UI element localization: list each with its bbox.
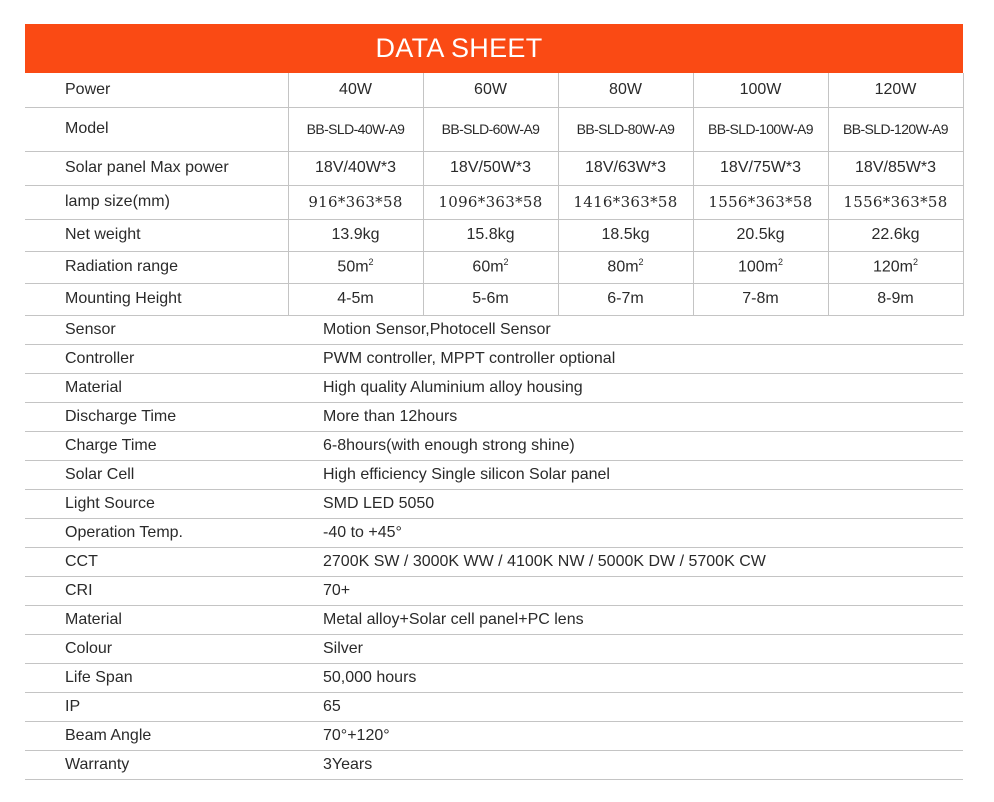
spec-cell xyxy=(423,151,558,185)
common-row-label: Controller xyxy=(25,344,287,373)
common-row-label: IP xyxy=(25,692,287,721)
common-row-value: -40 to +45° xyxy=(287,518,963,547)
spec-cell xyxy=(693,151,828,185)
spec-row-label: lamp size(mm) xyxy=(25,185,288,219)
unit-superscript: 2 xyxy=(368,257,374,268)
spec-row-label: Radiation range xyxy=(25,251,288,283)
spec-row xyxy=(25,185,963,219)
spec-cell-value: 1556*363*58 xyxy=(708,193,813,211)
common-row-value: High quality Aluminium alloy housing xyxy=(287,373,963,402)
common-row xyxy=(25,316,963,345)
common-row-value: 50,000 hours xyxy=(287,663,963,692)
spec-cell xyxy=(423,219,558,251)
spec-cell-value: 60W xyxy=(474,80,507,98)
page-title: DATA SHEET xyxy=(375,33,543,63)
common-row xyxy=(25,431,963,460)
spec-cell xyxy=(828,219,963,251)
spec-row xyxy=(25,73,963,107)
common-row xyxy=(25,605,963,634)
spec-row xyxy=(25,251,963,283)
spec-cell-value: 80m xyxy=(607,258,639,276)
spec-cell xyxy=(423,185,558,219)
common-row-value: Motion Sensor,Photocell Sensor xyxy=(287,316,963,345)
unit-superscript: 2 xyxy=(913,257,919,268)
spec-cell-value: 18V/50W*3 xyxy=(450,159,531,176)
unit-superscript: 2 xyxy=(503,257,509,268)
spec-row xyxy=(25,151,963,185)
spec-cell xyxy=(693,283,828,315)
common-spec-table xyxy=(25,316,963,780)
common-row xyxy=(25,547,963,576)
common-row xyxy=(25,750,963,779)
spec-cell xyxy=(828,251,963,283)
common-row xyxy=(25,402,963,431)
spec-cell-value: 7-8m xyxy=(742,290,779,307)
spec-cell-value: 20.5kg xyxy=(736,226,785,243)
common-row-label: Beam Angle xyxy=(25,721,287,750)
data-sheet xyxy=(25,24,963,780)
spec-cell-value: BB-SLD-80W-A9 xyxy=(576,121,675,137)
spec-row-label: Power xyxy=(25,73,288,107)
common-row xyxy=(25,460,963,489)
common-row-label: Warranty xyxy=(25,750,287,779)
spec-cell-value: BB-SLD-100W-A9 xyxy=(708,121,813,137)
common-row-value: 70°+120° xyxy=(287,721,963,750)
spec-cell-value: 5-6m xyxy=(472,290,509,307)
spec-cell xyxy=(423,283,558,315)
spec-cell xyxy=(693,185,828,219)
common-row-value: 2700K SW / 3000K WW / 4100K NW / 5000K DW / 5700K CW xyxy=(287,547,963,576)
common-row xyxy=(25,576,963,605)
common-row xyxy=(25,489,963,518)
spec-cell xyxy=(828,185,963,219)
common-row-label: CCT xyxy=(25,547,287,576)
spec-cell xyxy=(828,73,963,107)
spec-row-label: Model xyxy=(25,107,288,151)
spec-cell-value: 120m xyxy=(872,258,913,276)
spec-cell-value: 100m xyxy=(737,258,778,276)
spec-cell-value: 120W xyxy=(874,80,917,98)
spec-cell xyxy=(558,251,693,283)
common-row-label: Material xyxy=(25,373,287,402)
title-banner xyxy=(25,24,963,73)
common-row xyxy=(25,373,963,402)
spec-cell-value: 4-5m xyxy=(337,290,374,307)
common-row xyxy=(25,634,963,663)
spec-cell-value: 1556*363*58 xyxy=(843,193,948,211)
common-row-value: 65 xyxy=(287,692,963,721)
spec-cell-value: 18.5kg xyxy=(601,226,650,243)
common-row xyxy=(25,663,963,692)
spec-cell-value: BB-SLD-40W-A9 xyxy=(306,121,405,137)
common-row-value: 70+ xyxy=(287,576,963,605)
spec-cell xyxy=(288,73,423,107)
spec-cell-value: BB-SLD-120W-A9 xyxy=(843,121,948,137)
spec-cell xyxy=(693,107,828,151)
spec-cell xyxy=(423,251,558,283)
spec-cell-value: 40W xyxy=(339,80,372,98)
spec-cell-value: 50m xyxy=(337,258,369,276)
common-row-label: CRI xyxy=(25,576,287,605)
spec-cell xyxy=(288,107,423,151)
spec-cell xyxy=(828,151,963,185)
spec-cell xyxy=(423,107,558,151)
spec-cell xyxy=(558,219,693,251)
spec-cell-value: 18V/85W*3 xyxy=(855,159,936,176)
spec-cell xyxy=(288,251,423,283)
spec-row xyxy=(25,219,963,251)
spec-cell-value: 18V/75W*3 xyxy=(720,159,801,176)
spec-row-label: Mounting Height xyxy=(25,283,288,315)
spec-cell-value: 6-7m xyxy=(607,290,644,307)
spec-cell xyxy=(288,283,423,315)
common-row xyxy=(25,518,963,547)
spec-cell-value: 80W xyxy=(609,80,642,98)
spec-cell-value: 100W xyxy=(739,80,782,98)
spec-cell xyxy=(693,73,828,107)
common-row-label: Colour xyxy=(25,634,287,663)
common-row-value: SMD LED 5050 xyxy=(287,489,963,518)
spec-cell-value: 18V/63W*3 xyxy=(585,159,666,176)
spec-cell-value: 1416*363*58 xyxy=(573,193,678,211)
spec-cell-value: 1096*363*58 xyxy=(438,193,543,211)
spec-cell xyxy=(288,151,423,185)
common-row-label: Life Span xyxy=(25,663,287,692)
common-row-label: Operation Temp. xyxy=(25,518,287,547)
spec-cell-value: 15.8kg xyxy=(466,226,515,243)
spec-cell xyxy=(828,283,963,315)
common-row-label: Solar Cell xyxy=(25,460,287,489)
spec-cell xyxy=(558,107,693,151)
common-row-label: Sensor xyxy=(25,316,287,345)
spec-row-label: Solar panel Max power xyxy=(25,151,288,185)
common-row-value: Silver xyxy=(287,634,963,663)
spec-cell xyxy=(558,151,693,185)
spec-cell xyxy=(828,107,963,151)
unit-superscript: 2 xyxy=(778,257,784,268)
spec-cell xyxy=(288,185,423,219)
common-row-value: Metal alloy+Solar cell panel+PC lens xyxy=(287,605,963,634)
spec-cell xyxy=(558,283,693,315)
spec-cell-value: 22.6kg xyxy=(871,226,920,243)
spec-cell xyxy=(693,251,828,283)
spec-row xyxy=(25,283,963,315)
common-row-value: More than 12hours xyxy=(287,402,963,431)
spec-cell-value: 13.9kg xyxy=(331,226,380,243)
spec-cell-value: 8-9m xyxy=(877,290,914,307)
common-row-value: PWM controller, MPPT controller optional xyxy=(287,344,963,373)
spec-cell-value: 60m xyxy=(472,258,504,276)
common-row-label: Discharge Time xyxy=(25,402,287,431)
common-row-value: 3Years xyxy=(287,750,963,779)
common-row-label: Charge Time xyxy=(25,431,287,460)
spec-cell-value: 916*363*58 xyxy=(308,193,403,211)
spec-row xyxy=(25,107,963,151)
spec-row-label: Net weight xyxy=(25,219,288,251)
common-row xyxy=(25,344,963,373)
spec-cell xyxy=(558,73,693,107)
common-row-label: Light Source xyxy=(25,489,287,518)
spec-cell xyxy=(288,219,423,251)
spec-cell xyxy=(693,219,828,251)
model-spec-table xyxy=(25,73,964,316)
common-row xyxy=(25,721,963,750)
spec-cell-value: BB-SLD-60W-A9 xyxy=(441,121,540,137)
spec-cell xyxy=(558,185,693,219)
common-row-value: 6-8hours(with enough strong shine) xyxy=(287,431,963,460)
common-row-value: High efficiency Single silicon Solar panel xyxy=(287,460,963,489)
common-row-label: Material xyxy=(25,605,287,634)
spec-cell xyxy=(423,73,558,107)
common-row xyxy=(25,692,963,721)
unit-superscript: 2 xyxy=(638,257,644,268)
spec-cell-value: 18V/40W*3 xyxy=(315,159,396,176)
